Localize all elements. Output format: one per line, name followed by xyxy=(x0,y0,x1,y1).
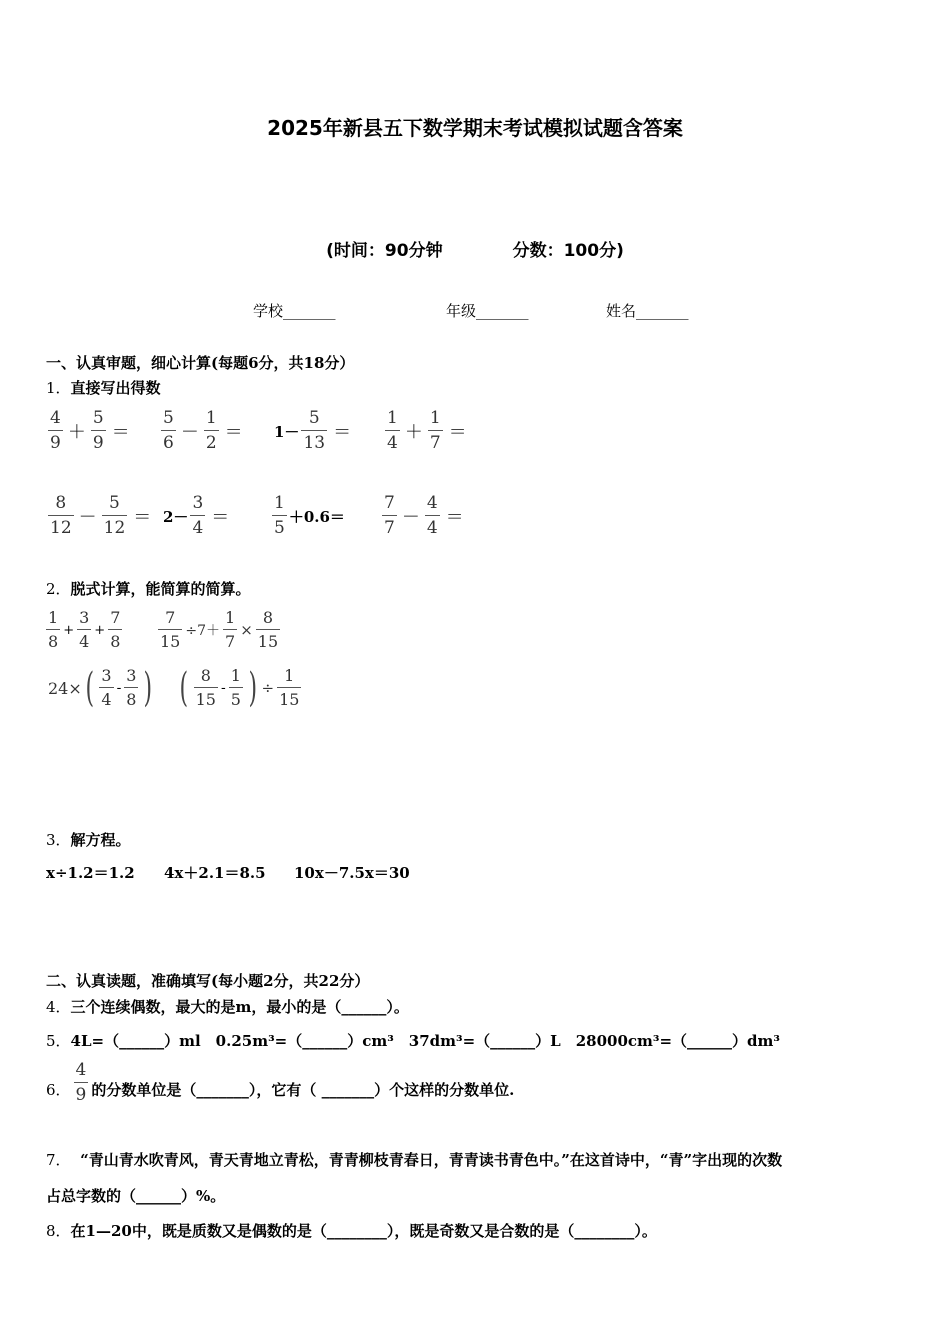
fraction: $\frac{7}{7}$ xyxy=(384,493,395,538)
question-2 xyxy=(46,578,251,599)
q1-text: 直接写出得数 xyxy=(70,379,161,397)
section2-heading: 二、认真读题，准确填写(每小题2分，共22分） xyxy=(46,972,370,990)
simplify-1: $\frac{1}{8}$ + $\frac{3}{4}$ + $\frac{7}{8}$ xyxy=(48,608,121,651)
simplify-2: $\frac{7}{15}$ ÷7＋ $\frac{1}{7}$ × $\frac{8}{15}$ xyxy=(160,608,279,651)
fraction: $\frac{1}{7}$ xyxy=(429,408,441,453)
page-title: 2025年新县五下数学期末考试模拟试题含答案 xyxy=(267,116,683,140)
fraction: $\frac{5}{9}$ xyxy=(92,408,104,453)
calc-6: 2－ $\frac{3}{4}$ ＝ xyxy=(163,493,230,538)
question-6: 6． $\frac{4}{9}$ 的分数单位是（_______），它有（ _______）个这样的分数单位. xyxy=(46,1060,515,1105)
fraction: $\frac{1}{5}$ xyxy=(274,493,285,538)
question-8: 8．在1—20中，既是质数又是偶数的是（________），既是奇数又是合数的是（________）。 xyxy=(46,1222,657,1240)
calc-5: $\frac{8}{12}$ － $\frac{5}{12}$ ＝ xyxy=(50,493,152,538)
grade-field: 年级_______ xyxy=(446,302,529,320)
fraction: $\frac{4}{9}$ xyxy=(75,1060,87,1105)
fraction: $\frac{5}{12}$ xyxy=(103,493,126,538)
fraction: $\frac{1}{2}$ xyxy=(205,408,217,453)
calc-1: $\frac{4}{9}$ ＋ $\frac{5}{9}$ ＝ xyxy=(50,408,130,453)
time-label: (时间：90分钟 xyxy=(326,241,443,261)
equation-2: 4x＋2.1＝8.5 xyxy=(164,864,266,882)
q2-text: 脱式计算，能简算的简算。 xyxy=(70,580,251,598)
question-4: 4．三个连续偶数，最大的是m，最小的是（______）。 xyxy=(46,998,409,1016)
fraction: $\frac{3}{4}$ xyxy=(192,493,204,538)
exam-time-score xyxy=(0,236,950,261)
fraction: $\frac{8}{12}$ xyxy=(50,493,72,538)
calc-7: $\frac{1}{5}$ ＋0.6＝ xyxy=(274,493,345,538)
equation-1: x÷1.2＝1.2 xyxy=(46,864,135,882)
fraction: $\frac{4}{4}$ xyxy=(426,493,438,538)
fraction: $\frac{5}{13}$ xyxy=(303,408,326,453)
question-7: 7． “青山青水吹青风，青天青地立青松，青青柳枝青春日，青青读书青色中。”在这首诗中，“青”字出现的次数 xyxy=(46,1151,783,1169)
calc-8: $\frac{7}{7}$ － $\frac{4}{4}$ ＝ xyxy=(384,493,464,538)
question-3 xyxy=(46,829,131,850)
calc-2: $\frac{5}{6}$ － $\frac{1}{2}$ ＝ xyxy=(163,408,243,453)
section1-heading: 一、认真审题，细心计算(每题6分，共18分） xyxy=(46,354,355,372)
equation-3: 10x－7.5x＝30 xyxy=(294,864,410,882)
calc-4: $\frac{1}{4}$ ＋ $\frac{1}{7}$ ＝ xyxy=(387,408,467,453)
question-7-cont: 占总字数的（______）%。 xyxy=(46,1187,226,1205)
school-field: 学校_______ xyxy=(253,302,336,320)
fraction: $\frac{4}{9}$ xyxy=(50,408,61,453)
calc-3: 1－ $\frac{5}{13}$ ＝ xyxy=(274,408,352,453)
q2-number: 2． xyxy=(46,580,71,598)
q1-number: 1． xyxy=(46,379,71,397)
question-1 xyxy=(46,377,161,398)
q3-number: 3． xyxy=(46,831,71,849)
simplify-3: 24× ( $\frac{3}{4}$ - $\frac{3}{8}$ ) xyxy=(48,665,153,711)
fraction: $\frac{5}{6}$ xyxy=(163,408,174,453)
name-field: 姓名_______ xyxy=(606,302,689,320)
simplify-4: ( $\frac{8}{15}$ - $\frac{1}{5}$ ) ÷ $\frac{1}{15}$ xyxy=(179,665,300,711)
question-5: 5．4L=（______）ml 0.25m³=（______）cm³ 37dm³=（______）L 28000cm³=（______）dm³ xyxy=(46,1032,780,1050)
score-label: 分数：100分) xyxy=(512,241,624,261)
q3-text: 解方程。 xyxy=(70,831,131,849)
fraction: $\frac{1}{4}$ xyxy=(387,408,398,453)
